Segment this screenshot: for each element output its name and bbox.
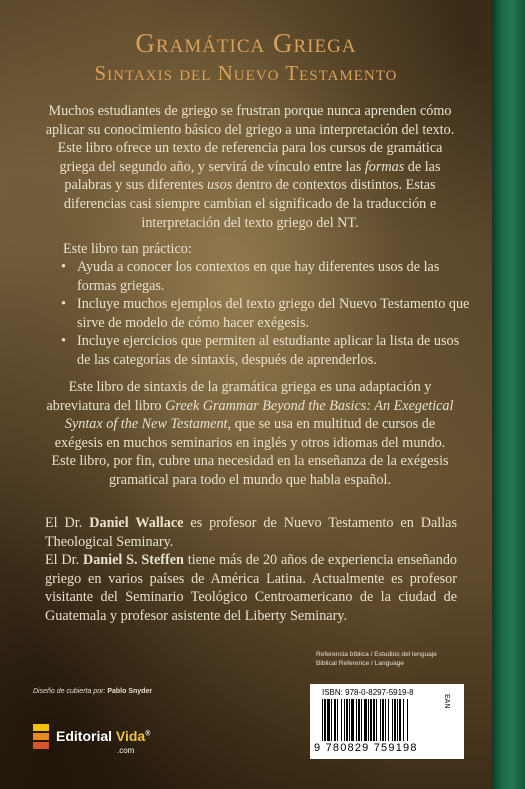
list-item: • Incluye muchos ejemplos del texto griego del Nuevo Testamento que sirve de modelo de cómo hacer exégesis.: [61, 296, 470, 331]
isbn-text: ISBN: 978-0-8297-5919-8: [322, 688, 414, 697]
list-intro: Este libro tan práctico:: [63, 241, 192, 257]
bullet-icon: •: [61, 259, 66, 275]
cover-design-credit: Diseño de cubierta por: Pablo Snyder: [33, 688, 153, 695]
barcode: [310, 684, 464, 759]
publisher-logo: [33, 718, 193, 766]
book-title: Gramática Griega: [135, 28, 357, 58]
description-paragraph: Muchos estudiantes de griego se frustran porque nunca aprenden cómo aplicar su conocimiento básico del griego a una interpretación del texto. Este libro ofrece un texto de referencia para los cursos de gramática griega del segundo año, y servirá de vínculo entre las formas de las palabras y sus diferentes usos dentro de contextos distintos. Estas diferencias casi siempre cambian el significado de la traducción e interpretación del texto griego del NT.: [45, 103, 455, 231]
author-bio-wallace: El Dr. Daniel Wallace es profesor de Nuevo Testamento en Dallas Theological Seminary.: [45, 515, 457, 550]
publisher-mark-icon: [33, 724, 49, 750]
author-bio-steffen: El Dr. Daniel S. Steffen tiene más de 20 años de experiencia enseñando griego en varios países de América Latina. Actualmente es profesor visitante del Seminario Teológico Centroamericano de la ciudad de Guatemala y profesor asistente del Liberty Seminary.: [45, 552, 458, 624]
bullet-icon: •: [61, 296, 66, 313]
feature-list: [61, 258, 471, 370]
category-label: Referencia bíblica / Estudios del lenguaje Biblical Reference / Language: [316, 651, 437, 667]
barcode-bars: [322, 699, 444, 741]
list-item: • Incluye ejercicios que permiten al estudiante aplicar la lista de usos de las categorías de sintaxis, después de aprenderlos.: [61, 333, 460, 368]
author-bios: [45, 514, 457, 626]
publisher-name: Editorial Vida®: [56, 728, 151, 744]
publisher-domain: .com: [117, 746, 135, 755]
barcode-number: 9 780829 759198: [314, 742, 418, 754]
spine-edge: [492, 0, 525, 789]
bullet-icon: •: [61, 333, 66, 350]
adaptation-paragraph: Este libro de sintaxis de la gramática griega es una adaptación y abreviatura del libro Greek Grammar Beyond the Basics: An Exegetical Syntax of the New Testament, que se usa en multitud de cursos de exégesis en muchos seminarios en inglés y otros idiomas del mundo. Este libro, por fin, cubre una necesidad en la enseñanza de la exégesis gramatical para todo el mundo que habla español.: [46, 379, 454, 488]
ean-label: EAN: [443, 694, 450, 709]
book-subtitle: Sintaxis del Nuevo Testamento: [94, 61, 398, 85]
list-item: • Ayuda a conocer los contextos en que hay diferentes usos de las formas griegas.: [61, 259, 440, 294]
